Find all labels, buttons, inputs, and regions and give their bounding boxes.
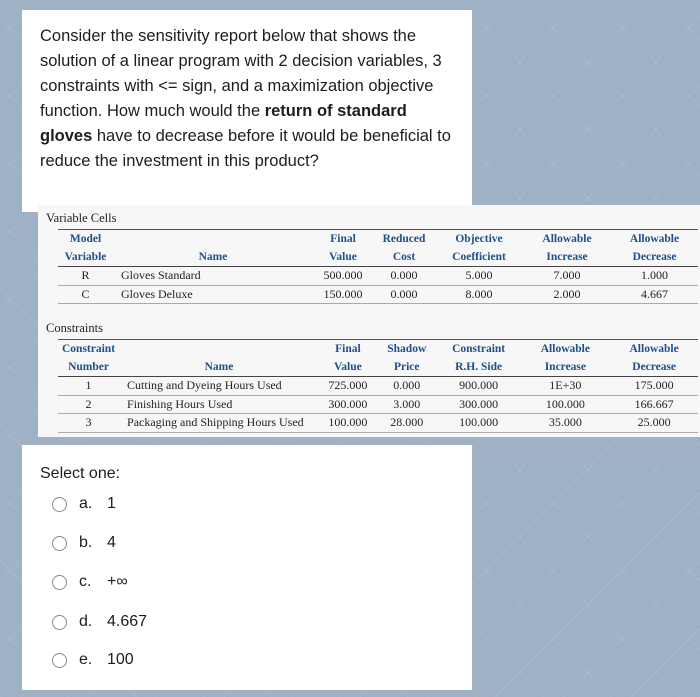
header-cell: Name: [119, 358, 319, 377]
header-cell: Allowable: [542, 233, 592, 245]
option-letter: c.: [79, 573, 92, 590]
option-a[interactable]: [52, 493, 116, 515]
header-cell: Reduced: [382, 233, 426, 245]
header-cell: Number: [58, 358, 119, 377]
option-text: 1: [107, 495, 116, 512]
table-row: [58, 377, 698, 396]
variable-cells-title: Variable Cells: [46, 211, 117, 225]
answers-card: [22, 445, 472, 690]
constraints-title: Constraints: [46, 321, 103, 335]
header-cell: Final: [335, 343, 361, 355]
table-cell: 8.000: [435, 285, 523, 304]
table-row: [58, 267, 698, 286]
table-cell: 2: [58, 395, 119, 414]
table-cell: 7.000: [523, 267, 611, 286]
option-e[interactable]: [52, 649, 134, 671]
table-cell: 25.000: [610, 414, 698, 433]
select-one-label: Select one:: [40, 465, 121, 482]
header-cell: Objective: [455, 233, 503, 245]
radio-button-a[interactable]: [52, 497, 67, 512]
header-cell: Value: [319, 358, 377, 377]
variable-cells-table: [58, 230, 698, 304]
header-cell: Decrease: [610, 358, 698, 377]
table-cell: 100.000: [319, 414, 377, 433]
question-bold-phrase: return of standard gloves: [40, 102, 407, 145]
header-cell: Increase: [523, 248, 611, 267]
option-text: +∞: [107, 573, 128, 590]
table-cell: 3.000: [377, 395, 437, 414]
header-cell: Coefficient: [435, 248, 523, 267]
table-cell: 300.000: [437, 395, 521, 414]
question-part-1: Consider the sensitivity report below that shows the solution of a linear program with 2 decision variables, 3 constraints with <= sign, and a maximization objective function. How much would the: [40, 27, 442, 120]
constraints-table: [58, 340, 698, 433]
constraints-header-top: [58, 340, 698, 358]
header-cell: Cost: [373, 248, 435, 267]
table-cell: 2.000: [523, 285, 611, 304]
option-text: 4: [107, 534, 116, 551]
table-cell: C: [58, 285, 113, 304]
variable-cells-header-top: [58, 230, 698, 248]
table-cell: R: [58, 267, 113, 286]
radio-button-e[interactable]: [52, 653, 67, 668]
table-cell: 725.000: [319, 377, 377, 396]
header-cell: Constraint: [62, 343, 116, 355]
table-cell: 1E+30: [521, 377, 611, 396]
header-cell: Final: [330, 233, 356, 245]
header-cell: Price: [377, 358, 437, 377]
header-cell: [113, 230, 313, 248]
table-cell: 0.000: [373, 285, 435, 304]
table-cell: 0.000: [373, 267, 435, 286]
table-cell: 28.000: [377, 414, 437, 433]
table-cell: 175.000: [610, 377, 698, 396]
header-cell: Variable: [58, 248, 113, 267]
header-cell: [119, 340, 319, 358]
radio-button-c[interactable]: [52, 575, 67, 590]
variable-cells-header-bottom: [58, 248, 698, 267]
table-cell: Gloves Deluxe: [113, 285, 313, 304]
question-text: [40, 24, 460, 174]
table-cell: 0.000: [377, 377, 437, 396]
table-cell: 1: [58, 377, 119, 396]
table-row: [58, 395, 698, 414]
header-cell: Decrease: [611, 248, 698, 267]
table-cell: Packaging and Shipping Hours Used: [119, 414, 319, 433]
table-cell: Gloves Standard: [113, 267, 313, 286]
table-cell: 900.000: [437, 377, 521, 396]
header-cell: Allowable: [629, 233, 680, 245]
header-cell: Allowable: [540, 343, 590, 355]
question-card: [22, 10, 472, 212]
option-letter: d.: [79, 613, 93, 630]
option-letter: a.: [79, 495, 93, 512]
table-cell: 35.000: [521, 414, 611, 433]
option-letter: b.: [79, 534, 93, 551]
option-b[interactable]: [52, 532, 116, 554]
option-d[interactable]: [52, 611, 147, 633]
option-text: 100: [107, 651, 134, 668]
header-cell: Shadow: [387, 343, 427, 355]
radio-button-b[interactable]: [52, 536, 67, 551]
sensitivity-report-image: [38, 205, 700, 437]
header-cell: Allowable: [629, 343, 679, 355]
header-cell: Value: [313, 248, 373, 267]
option-c[interactable]: [52, 571, 128, 593]
table-row: [58, 285, 698, 304]
table-cell: Cutting and Dyeing Hours Used: [119, 377, 319, 396]
header-cell: R.H. Side: [437, 358, 521, 377]
table-cell: Finishing Hours Used: [119, 395, 319, 414]
table-cell: 300.000: [319, 395, 377, 414]
radio-button-d[interactable]: [52, 615, 67, 630]
table-cell: 3: [58, 414, 119, 433]
question-part-2: have to decrease before it would be beneficial to reduce the investment in this product?: [40, 127, 451, 170]
header-cell: Model: [69, 233, 102, 245]
constraints-header-bottom: [58, 358, 698, 377]
header-cell: Increase: [521, 358, 611, 377]
table-row: [58, 414, 698, 433]
table-cell: 150.000: [313, 285, 373, 304]
table-cell: 100.000: [521, 395, 611, 414]
option-letter: e.: [79, 651, 93, 668]
table-cell: 1.000: [611, 267, 698, 286]
table-cell: 100.000: [437, 414, 521, 433]
table-cell: 5.000: [435, 267, 523, 286]
table-cell: 500.000: [313, 267, 373, 286]
option-text: 4.667: [107, 613, 148, 630]
table-cell: 166.667: [610, 395, 698, 414]
header-cell: Name: [113, 248, 313, 267]
header-cell: Constraint: [452, 343, 506, 355]
table-cell: 4.667: [611, 285, 698, 304]
